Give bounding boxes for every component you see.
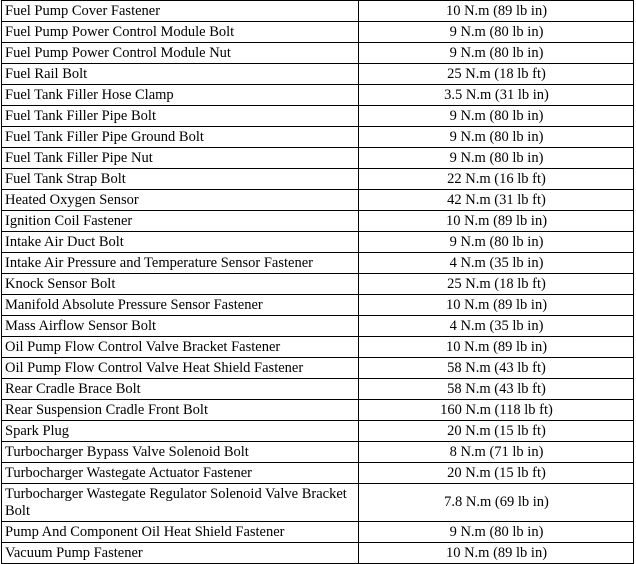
torque-value-cell: 9 N.m (80 lb in): [359, 148, 634, 169]
torque-value-cell: 9 N.m (80 lb in): [359, 22, 634, 43]
torque-value-cell: 25 N.m (18 lb ft): [359, 64, 634, 85]
torque-value-cell: 9 N.m (80 lb in): [359, 232, 634, 253]
table-row: [2, 106, 634, 127]
component-cell: Turbocharger Wastegate Actuator Fastener: [2, 463, 359, 484]
table-row: [2, 421, 634, 442]
table-row: [2, 379, 634, 400]
component-cell: Fuel Rail Bolt: [2, 64, 359, 85]
table-row: [2, 148, 634, 169]
table-row: [2, 484, 634, 522]
component-cell: Fuel Tank Filler Pipe Nut: [2, 148, 359, 169]
table-row: [2, 358, 634, 379]
torque-value-cell: 3.5 N.m (31 lb in): [359, 85, 634, 106]
torque-value-cell: 9 N.m (80 lb in): [359, 106, 634, 127]
component-cell: Rear Cradle Brace Bolt: [2, 379, 359, 400]
table-row: [2, 463, 634, 484]
table-row: [2, 543, 634, 564]
component-cell: Knock Sensor Bolt: [2, 274, 359, 295]
table-row: [2, 211, 634, 232]
component-cell: Vacuum Pump Fastener: [2, 543, 359, 564]
table-row: [2, 253, 634, 274]
table-row: [2, 522, 634, 543]
torque-value-cell: 10 N.m (89 lb in): [359, 337, 634, 358]
table-row: [2, 127, 634, 148]
torque-value-cell: 22 N.m (16 lb ft): [359, 169, 634, 190]
component-cell: Rear Suspension Cradle Front Bolt: [2, 400, 359, 421]
component-cell: Fuel Tank Filler Pipe Ground Bolt: [2, 127, 359, 148]
table-row: [2, 190, 634, 211]
table-row: [2, 169, 634, 190]
component-cell: Fuel Tank Strap Bolt: [2, 169, 359, 190]
component-cell: Spark Plug: [2, 421, 359, 442]
table-row: [2, 442, 634, 463]
component-cell: Ignition Coil Fastener: [2, 211, 359, 232]
table-row: [2, 337, 634, 358]
component-cell: Fuel Tank Filler Pipe Bolt: [2, 106, 359, 127]
table-row: [2, 400, 634, 421]
torque-value-cell: 8 N.m (71 lb in): [359, 442, 634, 463]
table-row: [2, 85, 634, 106]
torque-value-cell: 42 N.m (31 lb ft): [359, 190, 634, 211]
component-cell: Pump And Component Oil Heat Shield Fastener: [2, 522, 359, 543]
torque-value-cell: 10 N.m (89 lb in): [359, 543, 634, 564]
table-row: [2, 295, 634, 316]
torque-value-cell: 58 N.m (43 lb ft): [359, 379, 634, 400]
component-cell: Fuel Tank Filler Hose Clamp: [2, 85, 359, 106]
torque-value-cell: 20 N.m (15 lb ft): [359, 463, 634, 484]
torque-spec-table-body: [2, 1, 634, 564]
table-row: [2, 43, 634, 64]
torque-value-cell: 10 N.m (89 lb in): [359, 1, 634, 22]
component-cell: Oil Pump Flow Control Valve Bracket Fastener: [2, 337, 359, 358]
component-cell: Fuel Pump Power Control Module Nut: [2, 43, 359, 64]
torque-value-cell: 9 N.m (80 lb in): [359, 43, 634, 64]
component-cell: Manifold Absolute Pressure Sensor Fastener: [2, 295, 359, 316]
table-row: [2, 1, 634, 22]
torque-value-cell: 9 N.m (80 lb in): [359, 522, 634, 543]
torque-value-cell: 58 N.m (43 lb ft): [359, 358, 634, 379]
component-cell: Heated Oxygen Sensor: [2, 190, 359, 211]
table-row: [2, 316, 634, 337]
component-cell: Turbocharger Bypass Valve Solenoid Bolt: [2, 442, 359, 463]
table-row: [2, 22, 634, 43]
torque-value-cell: 160 N.m (118 lb ft): [359, 400, 634, 421]
torque-value-cell: 9 N.m (80 lb in): [359, 127, 634, 148]
component-cell: Turbocharger Wastegate Regulator Solenoid Valve Bracket Bolt: [2, 484, 359, 522]
torque-value-cell: 4 N.m (35 lb in): [359, 316, 634, 337]
component-cell: Fuel Pump Power Control Module Bolt: [2, 22, 359, 43]
component-cell: Mass Airflow Sensor Bolt: [2, 316, 359, 337]
component-cell: Fuel Pump Cover Fastener: [2, 1, 359, 22]
component-cell: Intake Air Pressure and Temperature Sensor Fastener: [2, 253, 359, 274]
table-row: [2, 64, 634, 85]
table-row: [2, 232, 634, 253]
torque-value-cell: 25 N.m (18 lb ft): [359, 274, 634, 295]
component-cell: Intake Air Duct Bolt: [2, 232, 359, 253]
torque-spec-table: [1, 0, 634, 564]
torque-value-cell: 20 N.m (15 lb ft): [359, 421, 634, 442]
torque-value-cell: 10 N.m (89 lb in): [359, 211, 634, 232]
torque-value-cell: 7.8 N.m (69 lb in): [359, 484, 634, 522]
torque-value-cell: 4 N.m (35 lb in): [359, 253, 634, 274]
component-cell: Oil Pump Flow Control Valve Heat Shield Fastener: [2, 358, 359, 379]
table-row: [2, 274, 634, 295]
torque-value-cell: 10 N.m (89 lb in): [359, 295, 634, 316]
